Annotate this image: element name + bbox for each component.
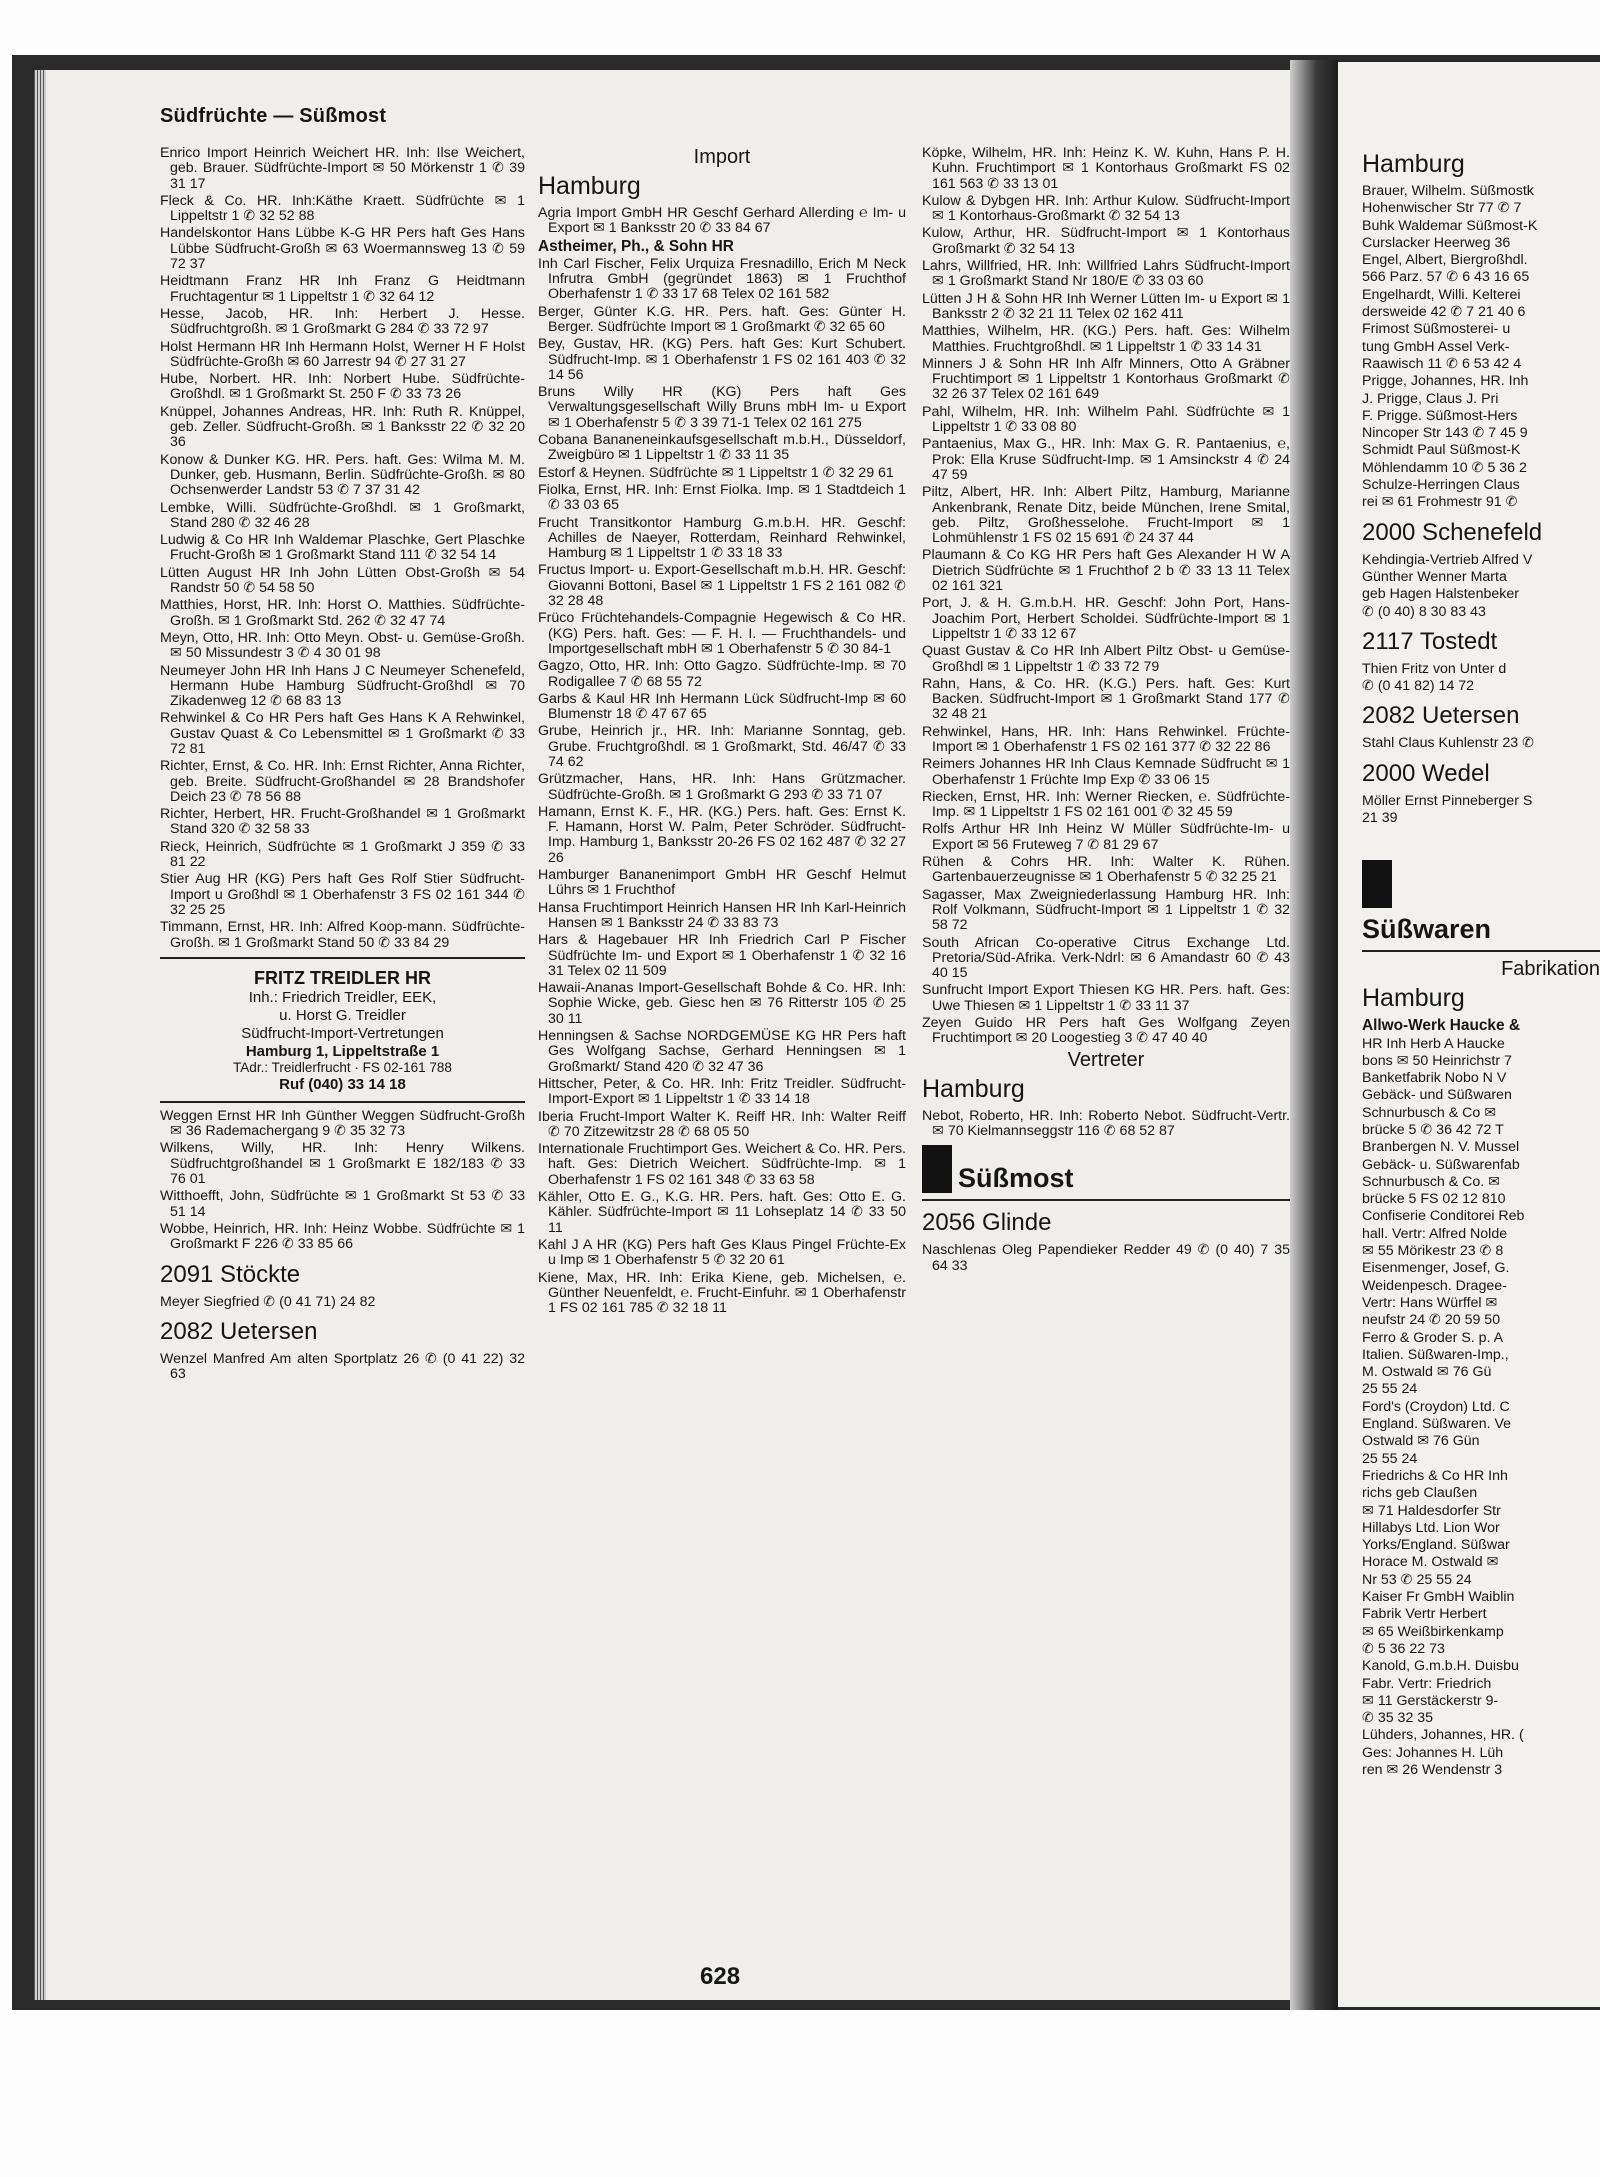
directory-line: Confiserie Conditorei Reb: [1362, 1208, 1525, 1225]
directory-line: Ford's (Croydon) Ltd. C: [1362, 1398, 1510, 1415]
directory-entry: Berger, Günter K.G. HR. Pers. haft. Ges: Günter H. Berger. Südfrüchte Import ✉ 1 Großmarkt ✆ 32 65 60: [538, 303, 906, 335]
ad-owners-2: u. Horst G. Treidler: [279, 1006, 406, 1024]
section-heading: Vertreter: [1067, 1048, 1145, 1071]
category-rule: [922, 1199, 1290, 1201]
directory-entry: Ludwig & Co HR Inh Waldemar Plaschke, Gert Plaschke Frucht-Großh ✉ 1 Großmarkt Stand 111 ✆ 32 54 14: [160, 532, 525, 564]
directory-line: ✆ (0 40) 8 30 83 43: [1362, 603, 1486, 620]
directory-line: ✆ 5 36 22 73: [1362, 1640, 1445, 1657]
section-heading: Import: [693, 146, 751, 168]
directory-line: Italien. Süßwaren-Imp.,: [1362, 1346, 1509, 1363]
directory-line: Horace M. Ostwald ✉: [1362, 1554, 1499, 1571]
directory-line: Yorks/England. Süßwar: [1362, 1537, 1510, 1554]
directory-entry: Gagzo, Otto, HR. Inh: Otto Gagzo. Südfrüchte-Imp. ✉ 70 Rodigallee 7 ✆ 68 55 72: [538, 658, 906, 690]
directory-entry: Kulow & Dybgen HR. Inh: Arthur Kulow. Südfrucht-Import ✉ 1 Kontorhaus-Großmarkt ✆ 32 54 13: [922, 192, 1290, 225]
directory-line: Möhlendamm 10 ✆ 5 36 2: [1362, 459, 1527, 476]
directory-line: 25 55 24: [1362, 1450, 1418, 1467]
directory-entry: Richter, Herbert, HR. Frucht-Großhandel ✉ 1 Großmarkt Stand 320 ✆ 32 58 33: [160, 806, 525, 838]
directory-entry: Plaumann & Co KG HR Pers haft Ges Alexander H W A Dietrich Südfrüchte ✉ 1 Fruchthof 2 b ✆ 33 13 11 Telex 02 161 321: [922, 547, 1290, 595]
directory-entry: Kähler, Otto E. G., K.G. HR. Pers. haft. Ges: Otto E. G. Kähler. Südfrüchte-Import ✉ 11 Lohseplatz 14 ✆ 33 50 11: [538, 1189, 906, 1236]
directory-entry: Iberia Frucht-Import Walter K. Reiff HR. Inh: Walter Reiff ✆ 70 Zitzewitzstr 28 ✆ 68 05 50: [538, 1108, 906, 1140]
directory-entry: Hawaii-Ananas Import-Gesellschaft Bohde & Co. HR. Inh: Sophie Wicke, geb. Giesc hen ✉ 76 Ritterstr 105 ✆ 25 30 11: [538, 980, 906, 1027]
directory-entry: Internationale Fruchtimport Ges. Weichert & Co. HR. Pers. haft. Ges: Dietrich Weichert. Südfrüchte-Imp. ✉ 1 Oberhafenstr 1 FS 02 161 348 ✆ 33 63 58: [538, 1141, 906, 1188]
directory-entry: Wenzel Manfred Am alten Sportplatz 26 ✆ (0 41 22) 32 63: [160, 1350, 525, 1383]
directory-line: 566 Parz. 57 ✆ 6 43 16 65: [1362, 269, 1530, 286]
directory-entry: Hittscher, Peter, & Co. HR. Inh: Fritz Treidler. Südfrucht-Import-Export ✉ 1 Lippeltstr 1 ✆ 33 14 18: [538, 1075, 906, 1108]
directory-entry: Kahl J A HR (KG) Pers haft Ges Klaus Pingel Früchte-Ex u Imp ✉ 1 Oberhafenstr 5 ✆ 32 20 61: [538, 1236, 906, 1269]
directory-line: Engel, Albert, Biergroßhdl.: [1362, 252, 1528, 269]
city-heading: 2117 Tostedt: [1362, 627, 1498, 655]
directory-line: ren ✉ 26 Wendenstr 3: [1362, 1761, 1503, 1778]
directory-entry: Pantaenius, Max G., HR. Inh: Max G. R. Pantaenius, ℮, Prok: Ella Kruse Südfrucht-Imp. ✉ 1 Amsinckstr 4 ✆ 24 47 59: [922, 436, 1290, 483]
directory-entry: Hars & Hagebauer HR Inh Friedrich Carl P Fischer Südfrüchte Im- und Export ✉ 1 Oberhafenstr 1 ✆ 32 16 31 Telex 02 11 509: [538, 932, 906, 979]
directory-entry: Fiolka, Ernst, HR. Inh: Ernst Fiolka. Imp. ✉ 1 Stadtdeich 1 ✆ 33 03 65: [538, 481, 906, 514]
directory-entry: Meyn, Otto, HR. Inh: Otto Meyn. Obst- u. Gemüse-Großh. ✉ 50 Missundestr 3 ✆ 4 30 01 98: [160, 629, 525, 662]
directory-entry: Witthoefft, John, Südfrüchte ✉ 1 Großmarkt St 53 ✆ 33 51 14: [160, 1188, 525, 1220]
directory-line: Stahl Claus Kuhlenstr 23 ✆: [1362, 735, 1534, 752]
directory-entry: Cobana Bananeneinkaufsgesellschaft m.b.H., Düsseldorf, Zweigbüro ✉ 1 Lippeltstr 1 ✆ 33 11 35: [538, 432, 906, 464]
ad-business: Südfrucht-Import-Vertretungen: [241, 1024, 444, 1042]
directory-line: Prigge, Johannes, HR. Inh: [1362, 373, 1529, 390]
directory-entry: Handelskontor Hans Lübbe K-G HR Pers haft Ges Hans Lübbe Südfrucht-Großh ✉ 63 Woermannsweg 13 ✆ 59 72 37: [160, 225, 525, 273]
ad-address: Hamburg 1, Lippeltstraße 1: [245, 1042, 440, 1060]
directory-line: Schmidt Paul Süßmost-K: [1362, 442, 1521, 459]
directory-entry: Riecken, Ernst, HR. Inh: Werner Riecken, ℮. Südfrüchte-Imp. ✉ 1 Lippeltstr 1 FS 02 161 001 ✆ 32 45 59: [922, 788, 1290, 821]
directory-line: Schulze-Herringen Claus: [1362, 477, 1520, 494]
directory-entry: Lütten J H & Sohn HR Inh Werner Lütten Im- u Export ✉ 1 Banksstr 2 ✆ 32 21 11 Telex 02 162 411: [922, 290, 1290, 322]
directory-entry: Enrico Import Heinrich Weichert HR. Inh: Ilse Weichert, geb. Brauer. Südfrüchte-Import ✉ 50 Mörkenstr 1 ✆ 39 31 17: [160, 145, 525, 192]
directory-line: Eisenmenger, Josef, G.: [1362, 1260, 1510, 1277]
directory-entry: Timmann, Ernst, HR. Inh: Alfred Koop-mann. Südfrüchte-Großh. ✉ 1 Großmarkt Stand 50 ✆ 33 84 29: [160, 919, 525, 951]
directory-line: Gebäck- und Süßwaren: [1362, 1087, 1512, 1104]
directory-line: Schnurbusch & Co. ✉: [1362, 1173, 1501, 1190]
directory-entry: Rehwinkel, Hans, HR. Inh: Hans Rehwinkel. Früchte-Import ✉ 1 Oberhafenstr 1 FS 02 161 377 ✆ 32 22 86: [922, 723, 1290, 755]
directory-line: richs geb Claußen: [1362, 1485, 1478, 1502]
category-title: Süßmost: [958, 1163, 1074, 1194]
directory-entry: Lembke, Willi. Südfrüchte-Großhdl. ✉ 1 Großmarkt, Stand 280 ✆ 32 46 28: [160, 499, 525, 531]
directory-entry: Reimers Johannes HR Inh Claus Kemnade Südfrucht ✉ 1 Oberhafenstr 1 Früchte Imp Exp ✆ 33 06 15: [922, 756, 1290, 788]
city-heading: 2082 Uetersen: [160, 1317, 318, 1345]
city-heading: 2000 Schenefeld: [1362, 518, 1543, 546]
city-heading: Hamburg: [538, 172, 641, 200]
directory-line: Günther Wenner Marta: [1362, 568, 1507, 585]
directory-entry: Grube, Heinrich jr., HR. Inh: Marianne Sonntag, geb. Grube. Fruchtgroßhdl. ✉ 1 Großmarkt, Std. 46/47 ✆ 33 74 62: [538, 723, 906, 770]
directory-line: tung GmbH Assel Verk-: [1362, 338, 1510, 355]
directory-line: F. Prigge. Süßmost-Hers: [1362, 407, 1518, 424]
directory-entry: Neumeyer John HR Inh Hans J C Neumeyer Schenefeld, Hermann Hube Hamburg Südfrucht-Großhdl ✉ 70 Zikadenweg 12 ✆ 68 83 13: [160, 662, 525, 710]
directory-entry: Piltz, Albert, HR. Inh: Albert Piltz, Hamburg, Marianne Ankenbrank, Renate Ditz, beide München, Irene Smital, geb. Piltz, Großhesselohe. Frucht-Import ✉ 1 Lohmühlenstr 1 FS 02 15 691 ✆ 24 37 44: [922, 484, 1290, 547]
directory-line: ✉ 55 Mörikestr 23 ✆ 8: [1362, 1243, 1504, 1260]
directory-entry: Meyer Siegfried ✆ (0 41 71) 24 82: [160, 1293, 376, 1310]
city-heading: 2000 Wedel: [1362, 759, 1490, 787]
directory-line: Friedrichs & Co HR Inh: [1362, 1467, 1508, 1484]
directory-entry: Inh Carl Fischer, Felix Urquiza Fresnadillo, Erich M Neck Infrutra GmbH (gegründet 1863) ✉ 1 Fruchthof Oberhafenstr 1 ✆ 33 17 68 Telex 02 161 582: [538, 255, 906, 303]
directory-entry: Wilkens, Willy, HR. Inh: Henry Wilkens. Südfruchtgroßhandel ✉ 1 Großmarkt E 182/183 ✆ 33 76 01: [160, 1140, 525, 1188]
directory-entry: Rieck, Heinrich, Südfrüchte ✉ 1 Großmarkt J 359 ✆ 33 81 22: [160, 838, 525, 871]
directory-entry: Weggen Ernst HR Inh Günther Weggen Südfrucht-Großh ✉ 36 Rademachergang 9 ✆ 35 32 73: [160, 1107, 525, 1140]
column-2: [538, 146, 906, 1318]
directory-entry: Frucht Transitkontor Hamburg G.m.b.H. HR. Geschf: Achilles de Naeyer, Rotterdam, Reinhard Rehwinkel, Hamburg ✉ 1 Lippeltstr 1 ✆ 33 18 33: [538, 514, 906, 562]
page-number: 628: [700, 1963, 741, 1990]
directory-line: J. Prigge, Claus J. Pri: [1362, 390, 1499, 407]
section-heading: Fabrikation: [1501, 958, 1600, 981]
directory-entry: Rolfs Arthur HR Inh Heinz W Müller Südfrüchte-Im- u Export ✉ 56 Fruteweg 7 ✆ 81 29 67: [922, 821, 1290, 853]
directory-entry: Hamburger Bananenimport GmbH HR Geschf Helmut Lührs ✉ 1 Fruchthof: [538, 867, 906, 899]
directory-line: Banketfabrik Nobo N V: [1362, 1070, 1507, 1087]
directory-entry: Bey, Gustav, HR. (KG) Pers. haft Ges: Kurt Schubert. Südfrucht-Imp. ✉ 1 Oberhafenstr 1 FS 02 161 403 ✆ 32 14 56: [538, 336, 906, 383]
directory-line: Frimost Süßmosterei- u: [1362, 321, 1511, 338]
directory-entry: Fleck & Co. HR. Inh:Käthe Kraett. Südfrüchte ✉ 1 Lippeltstr 1 ✆ 32 52 88: [160, 192, 525, 225]
category-marker-block: [922, 1145, 952, 1193]
directory-line: hall. Vertr: Alfred Nolde: [1362, 1225, 1508, 1242]
directory-entry: Konow & Dunker KG. HR. Pers. haft. Ges: Wilma M. M. Dunker, geb. Husmann, Berlin. Südfrüchte-Großh. ✉ 80 Ochsenwerder Landstr 53 ✆ 7 37 31 42: [160, 451, 525, 499]
directory-entry: Kiene, Max, HR. Inh: Erika Kiene, geb. Michelsen, ℮. Günther Neuenfeldt, ℮. Frucht-Einfuhr. ✉ 1 Oberhafenstr 1 FS 02 161 785 ✆ 32 18 11: [538, 1269, 906, 1317]
directory-line: M. Ostwald ✉ 76 Gü: [1362, 1364, 1492, 1381]
city-heading: 2082 Uetersen: [1362, 702, 1520, 730]
gutter-shadow: [1290, 60, 1338, 2010]
directory-entry: Agria Import GmbH HR Geschf Gerhard Allerding ℮ Im- u Export ✉ 1 Banksstr 20 ✆ 33 84 67: [538, 205, 906, 237]
directory-entry: Hamann, Ernst K. F., HR. (KG.) Pers. haft. Ges: Ernst K. F. Hamann, Horst W. Palm, Peter Schröder. Südfrucht-Imp. Hamburg 1, Banksstr 20-26 FS 02 162 487 ✆ 32 27 26: [538, 803, 906, 866]
directory-line: Thien Fritz von Unter d: [1362, 660, 1507, 677]
directory-entry: Richter, Ernst, & Co. HR. Inh: Ernst Richter, Anna Richter, geb. Breite. Südfrucht-Großhandel ✉ 28 Brandshofer Deich 23 ✆ 78 56 88: [160, 758, 525, 805]
directory-line: neufstr 24 ✆ 20 59 50: [1362, 1312, 1501, 1329]
directory-entry: Knüppel, Johannes Andreas, HR. Inh: Ruth R. Knüppel, geb. Zeller. Südfrucht-Großh. ✉ 1 Banksstr 22 ✆ 32 20 36: [160, 403, 525, 451]
directory-entry: Kulow, Arthur, HR. Südfrucht-Import ✉ 1 Kontorhaus Großmarkt ✆ 32 54 13: [922, 225, 1290, 257]
directory-entry: Hesse, Jacob, HR. Inh: Herbert J. Hesse. Südfruchtgroßh. ✉ 1 Großmarkt G 284 ✆ 33 72 97: [160, 305, 525, 338]
directory-line: Hillabys Ltd. Lion Wor: [1362, 1519, 1500, 1536]
directory-line: Curslacker Heerweg 36: [1362, 234, 1511, 251]
directory-line: brücke 5 ✆ 36 42 72 T: [1362, 1122, 1504, 1138]
city-heading: 2091 Stöckte: [160, 1260, 301, 1288]
column-1: [160, 146, 525, 1384]
directory-entry: Estorf & Heynen. Südfrüchte ✉ 1 Lippeltstr 1 ✆ 32 29 61: [538, 464, 894, 481]
directory-line: HR Inh Herb A Haucke: [1362, 1035, 1505, 1052]
category-marker-block: [1362, 860, 1392, 908]
directory-line: dersweide 42 ✆ 7 21 40 6: [1362, 304, 1526, 321]
city-heading: Hamburg: [1362, 984, 1465, 1013]
page-stack-edge: [34, 70, 46, 2000]
directory-entry: Quast Gustav & Co HR Inh Albert Piltz Obst- u Gemüse-Großhdl ✉ 1 Lippeltstr 1 ✆ 33 72 79: [922, 643, 1290, 675]
directory-entry: Garbs & Kaul HR Inh Hermann Lück Südfrucht-Imp ✉ 60 Blumenstr 18 ✆ 47 67 65: [538, 690, 906, 723]
directory-line-bold: Allwo-Werk Haucke &: [1362, 1017, 1520, 1035]
directory-entry: Pahl, Wilhelm, HR. Inh: Wilhelm Pahl. Südfrüchte ✉ 1 Lippeltstr 1 ✆ 33 08 80: [922, 403, 1290, 436]
directory-entry: Lahrs, Willfried, HR. Inh: Willfried Lahrs Südfrucht-Import ✉ 1 Großmarkt Stand Nr 180/E ✆ 33 03 60: [922, 258, 1290, 290]
ad-owners: Inh.: Friedrich Treidler, EEK,: [248, 988, 437, 1006]
directory-line: Brauer, Wilhelm. Süßmostk: [1362, 183, 1534, 199]
directory-entry: Früco Früchtehandels-Compagnie Hegewisch & Co HR. (KG) Pers. haft. Ges: — F. H. I. — Fruchthandels- und Importgesellschaft mbH ✉ 1 Oberhafenstr 5 ✆ 30 84-1: [538, 610, 906, 657]
category-title: Süßwaren: [1362, 914, 1492, 945]
column-4: [1362, 146, 1600, 1780]
directory-entry: Rahn, Hans, & Co. HR. (K.G.) Pers. haft. Ges: Kurt Backen. Südfrucht-Import ✉ 1 Großmarkt Stand 177 ✆ 32 48 21: [922, 675, 1290, 723]
directory-line: Möller Ernst Pinneberger S: [1362, 792, 1533, 809]
directory-line: Branbergen N. V. Mussel: [1362, 1139, 1520, 1156]
directory-line: Ges: Johannes H. Lüh: [1362, 1744, 1504, 1761]
directory-line: Kaiser Fr GmbH Waiblin: [1362, 1589, 1515, 1606]
directory-entry: Stier Aug HR (KG) Pers haft Ges Rolf Stier Südfrucht-Import u Großhdl ✉ 1 Oberhafenstr 3 FS 02 161 344 ✆ 32 25 25: [160, 871, 525, 918]
directory-line: Nincoper Str 143 ✆ 7 45 9: [1362, 425, 1528, 442]
city-heading: 2056 Glinde: [922, 1209, 1052, 1237]
directory-line: 25 55 24: [1362, 1381, 1418, 1398]
directory-entry: Minners J & Sohn HR Inh Alfr Minners, Otto A Gräbner Fruchtimport ✉ 1 Lippeltstr 1 Kontorhaus Großmarkt ✆ 32 26 37 Telex 02 161 649: [922, 355, 1290, 403]
directory-entry: Wobbe, Heinrich, HR. Inh: Heinz Wobbe. Südfrüchte ✉ 1 Großmarkt F 226 ✆ 33 85 66: [160, 1220, 525, 1253]
directory-entry: Henningsen & Sachse NORDGEMÜSE KG HR Pers haft Ges Wolfgang Sachse, Gerhard Henningsen ✉ 1 Großmarkt/ Stand 420 ✆ 32 47 36: [538, 1028, 906, 1075]
directory-line: Schnurbusch & Co ✉: [1362, 1104, 1497, 1121]
directory-line: Ferro & Groder S. p. A: [1362, 1329, 1504, 1346]
directory-entry: Port, J. & H. G.m.b.H. HR. Geschf: John Port, Hans-Joachim Port, Herbert Scholdei. Südfrüchte-Import ✉ 1 Lippeltstr 1 ✆ 33 12 67: [922, 595, 1290, 642]
directory-line: bons ✉ 50 Heinrichstr 7: [1362, 1052, 1512, 1069]
directory-entry: Heidtmann Franz HR Inh Franz G Heidtmann Fruchtagentur ✉ 1 Lippeltstr 1 ✆ 32 64 12: [160, 273, 525, 305]
directory-line: brücke 5 FS 02 12 810: [1362, 1191, 1506, 1208]
directory-line: Fabr. Vertr: Friedrich: [1362, 1675, 1492, 1692]
city-heading: Hamburg: [922, 1074, 1025, 1103]
directory-entry: Rehwinkel & Co HR Pers haft Ges Hans K A Rehwinkel, Gustav Quast & Co Lebensmittel ✉ 1 Großmarkt ✆ 33 72 81: [160, 710, 525, 757]
treidler-advertisement: [160, 957, 525, 1103]
directory-line: Hohenwischer Str 77 ✆ 7: [1362, 200, 1522, 217]
directory-entry: Holst Hermann HR Inh Hermann Holst, Werner H F Holst Südfrüchte-Großh ✉ 60 Jarrestr 94 ✆ 27 31 27: [160, 338, 525, 370]
directory-line: Lühders, Johannes, HR. (: [1362, 1727, 1524, 1744]
category-rule: [1362, 950, 1600, 952]
directory-entry: Naschlenas Oleg Papendieker Redder 49 ✆ (0 40) 7 35 64 33: [922, 1242, 1290, 1274]
running-head: Südfrüchte — Süßmost: [160, 105, 387, 127]
directory-line: Kanold, G.m.b.H. Duisbu: [1362, 1658, 1519, 1675]
directory-line: ✉ 11 Gerstäckerstr 9-: [1362, 1692, 1499, 1709]
directory-entry-bold: Astheimer, Ph., & Sohn HR: [538, 237, 734, 255]
directory-line: Gebäck- u. Süßwarenfab: [1362, 1156, 1520, 1173]
directory-line: 21 39: [1362, 810, 1398, 827]
directory-line: Kehdingia-Vertrieb Alfred V: [1362, 551, 1533, 568]
category-heading: [922, 1145, 1290, 1193]
ad-telegram: TAdr.: Treidlerfrucht · FS 02-161 788: [233, 1059, 452, 1075]
directory-line: Weidenpesch. Dragee-: [1362, 1277, 1507, 1294]
directory-entry: Matthies, Wilhelm, HR. (KG.) Pers. haft. Ges: Wilhelm Matthies. Fruchtgroßhdl. ✉ 1 Lippeltstr 1 ✆ 33 14 31: [922, 323, 1290, 355]
directory-line: ✆ (0 41 82) 14 72: [1362, 678, 1475, 695]
directory-entry: Hube, Norbert. HR. Inh: Norbert Hube. Südfrüchte-Großhdl. ✉ 1 Großmarkt St. 250 F ✆ 33 73 26: [160, 371, 525, 403]
directory-entry: Sagasser, Max Zweigniederlassung Hamburg HR. Inh: Rolf Volkmann, Südfrucht-Import ✉ 1 Lippeltstr 1 ✆ 32 58 72: [922, 886, 1290, 934]
city-heading: Hamburg: [1362, 150, 1465, 178]
directory-entry: Sunfrucht Import Export Thiesen KG HR. Pers. haft. Ges: Uwe Thiesen ✉ 1 Lippeltstr 1 ✆ 33 11 37: [922, 982, 1290, 1014]
ad-company: FRITZ TREIDLER HR: [254, 967, 431, 988]
directory-line: Engelhardt, Willi. Kelterei: [1362, 286, 1521, 303]
directory-line: rei ✉ 61 Frohmestr 91 ✆: [1362, 494, 1518, 511]
category-heading: [1362, 860, 1600, 908]
directory-line: Ostwald ✉ 76 Gün: [1362, 1433, 1480, 1450]
directory-line: England. Süßwaren. Ve: [1362, 1416, 1512, 1433]
directory-line: geb Hagen Halstenbeker: [1362, 586, 1519, 603]
directory-entry: Hansa Fruchtimport Heinrich Hansen HR Inh Karl-Heinrich Hansen ✉ 1 Banksstr 24 ✆ 33 83 73: [538, 899, 906, 931]
directory-entry: South African Co-operative Citrus Exchange Ltd. Pretoria/Süd-Afrika. Verk-Ndrl: ✉ 6 Amandastr 60 ✆ 43 40 15: [922, 934, 1290, 982]
directory-line: Buhk Waldemar Süßmost-K: [1362, 217, 1538, 234]
directory-entry: Grützmacher, Hans, HR. Inh: Hans Grützmacher. Südfrüchte-Großh. ✉ 1 Großmarkt G 293 ✆ 33 71 07: [538, 771, 906, 803]
directory-line: Nr 53 ✆ 25 55 24: [1362, 1571, 1472, 1588]
directory-line: ✉ 71 Haldesdorfer Str: [1362, 1502, 1501, 1519]
directory-line: ✉ 65 Weißbirkenkamp: [1362, 1623, 1504, 1640]
directory-entry: Matthies, Horst, HR. Inh: Horst O. Matthies. Südfrüchte-Großh. ✉ 1 Großmarkt Std. 262 ✆ 32 47 74: [160, 597, 525, 629]
directory-entry: Nebot, Roberto, HR. Inh: Roberto Nebot. Südfrucht-Vertr. ✉ 70 Kielmannseggstr 116 ✆ 68 52 87: [922, 1107, 1290, 1139]
directory-entry: Fructus Import- u. Export-Gesellschaft m.b.H. HR. Geschf: Giovanni Bottoni, Basel ✉ 1 Lippeltstr 1 FS 2 161 082 ✆ 32 28 48: [538, 562, 906, 610]
directory-entry: Rühen & Cohrs HR. Inh: Walter K. Rühen. Gartenbauerzeugnisse ✉ 1 Oberhafenstr 5 ✆ 32 25 21: [922, 854, 1290, 886]
directory-line: Vertr: Hans Würffel ✉: [1362, 1294, 1498, 1311]
directory-entry: Zeyen Guido HR Pers haft Ges Wolfgang Zeyen Fruchtimport ✉ 20 Loogestieg 3 ✆ 47 40 40: [922, 1015, 1290, 1047]
directory-entry: Bruns Willy HR (KG) Pers haft Ges Verwaltungsgesellschaft Willy Bruns mbH Im- u Export ✉ 1 Oberhafenstr 5 ✆ 3 39 71-1 Telex 02 161 275: [538, 384, 906, 431]
directory-line: ✆ 35 32 35: [1362, 1710, 1434, 1727]
directory-line: Raawisch 11 ✆ 6 53 42 4: [1362, 355, 1522, 372]
directory-entry: Köpke, Wilhelm, HR. Inh: Heinz K. W. Kuhn, Hans P. H. Kuhn. Fruchtimport ✉ 1 Kontorhaus Großmarkt FS 02 161 563 ✆ 33 13 01: [922, 145, 1290, 192]
column-3: [922, 146, 1290, 1276]
directory-entry: Lütten August HR Inh John Lütten Obst-Großh ✉ 54 Randstr 50 ✆ 54 58 50: [160, 564, 525, 597]
directory-line: Fabrik Vertr Herbert: [1362, 1606, 1487, 1623]
ad-phone: Ruf (040) 33 14 18: [279, 1075, 406, 1093]
